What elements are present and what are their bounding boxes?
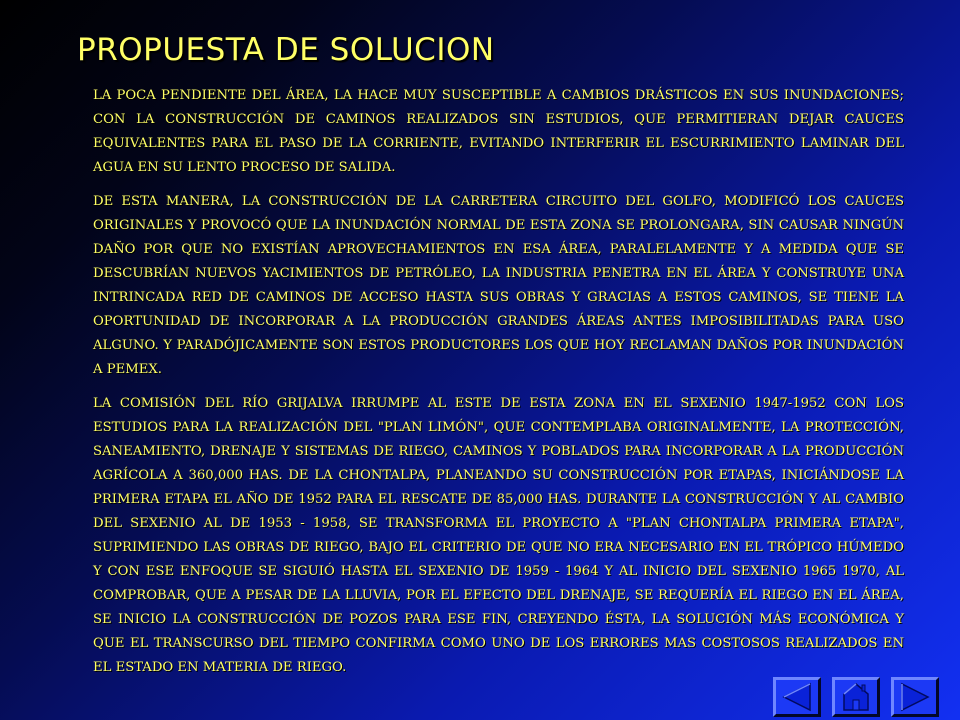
paragraph-2: DE ESTA MANERA, LA CONSTRUCCIÓN DE LA CARRETERA CIRCUITO DEL GOLFO, MODIFICÓ LOS CAUCES ORIGINALES Y PROVOCÓ QUE LA INUNDACIÓN NORMAL DE ESTA ZONA SE PROLONGARA, SIN CAUSAR NINGÚN DAÑO POR QUE NO EXISTÍAN APROVECHAMIENTOS EN ESA ÁREA, PARALELAMENTE Y A MEDIDA QUE SE DESCUBRÍAN NUEVOS YACIMIENTOS DE PETRÓLEO, LA INDUSTRIA PENETRA EN EL ÁREA Y CONSTRUYE UNA INTRINCADA RED DE CAMINOS DE ACCESO HASTA SUS OBRAS Y GRACIAS A ESTOS CAMINOS, SE TIENE LA OPORTUNIDAD DE INCORPORAR A LA PRODUCCIÓN GRANDES ÁREAS ANTES IMPOSIBILITADAS PARA USO ALGUNO. Y PARADÓJICAMENTE SON ESTOS PRODUCTORES LOS QUE HOY RECLAMAN DAÑOS POR INUNDACIÓN A PEMEX. (93, 194, 904, 377)
previous-slide-button[interactable] (773, 677, 821, 717)
paragraph-3: LA COMISIÓN DEL RÍO GRIJALVA IRRUMPE AL ESTE DE ESTA ZONA EN EL SEXENIO 1947-1952 CON LOS ESTUDIOS PARA LA REALIZACIÓN DEL "PLAN LIMÓN", QUE CONTEMPLABA ORIGINALMENTE, LA PROTECCIÓN, SANEAMIENTO, DRENAJE Y SISTEMAS DE RIEGO, CAMINOS Y POBLADOS PARA INCORPORAR A LA PRODUCCIÓN AGRÍCOLA A 360,000 HAS. DE LA CHONTALPA, PLANEANDO SU CONSTRUCCIÓN POR ETAPAS, INICIÁNDOSE LA PRIMERA ETAPA EL AÑO DE 1952 PARA EL RESCATE DE 85,000 HAS. DURANTE LA CONSTRUCCIÓN Y AL CAMBIO DEL SEXENIO AL DE 1953 - 1958, SE TRANSFORMA EL PROYECTO A "PLAN CHONTALPA PRIMERA ETAPA", SUPRIMIENDO LAS OBRAS DE RIEGO, BAJO EL CRITERIO DE QUE NO ERA NECESARIO EN EL TRÓPICO HÚMEDO Y CON ESE ENFOQUE SE SIGUIÓ HASTA EL SEXENIO DE 1959 - 1964 Y AL INICIO DEL SEXENIO 1965 1970, AL COMPROBAR, QUE A PESAR DE LA LLUVIA, POR EL EFECTO DEL DRENAJE, SE REQUERÍA EL RIEGO EN EL ÁREA, SE INICIO LA CONSTRUCCIÓN DE POZOS PARA ESE FIN, CREYENDO ÉSTA, LA SOLUCIÓN MÁS ECONÓMICA Y QUE EL TRANSCURSO DEL TIEMPO CONFIRMA COMO UNO DE LOS ERRORES MAS COSTOSOS REALIZADOS EN EL ESTADO EN MATERIA DE RIEGO. (93, 396, 904, 675)
paragraph-1: LA POCA PENDIENTE DEL ÁREA, LA HACE MUY SUSCEPTIBLE A CAMBIOS DRÁSTICOS EN SUS INUNDACIONES; CON LA CONSTRUCCIÓN DE CAMINOS REALIZADOS SIN ESTUDIOS, QUE PERMITIERAN DEJAR CAUCES EQUIVALENTES PARA EL PASO DE LA CORRIENTE, EVITANDO INTERFERIR EL ESCURRIMIENTO LAMINAR DEL AGUA EN SU LENTO PROCESO DE SALIDA. (93, 88, 904, 175)
triangle-left-icon (776, 680, 818, 714)
home-icon (835, 680, 877, 714)
next-slide-button[interactable] (891, 677, 939, 717)
triangle-right-icon (894, 680, 936, 714)
slide-body (93, 84, 904, 690)
home-button[interactable] (832, 677, 880, 717)
slide-title: PROPUESTA DE SOLUCION (77, 32, 495, 68)
